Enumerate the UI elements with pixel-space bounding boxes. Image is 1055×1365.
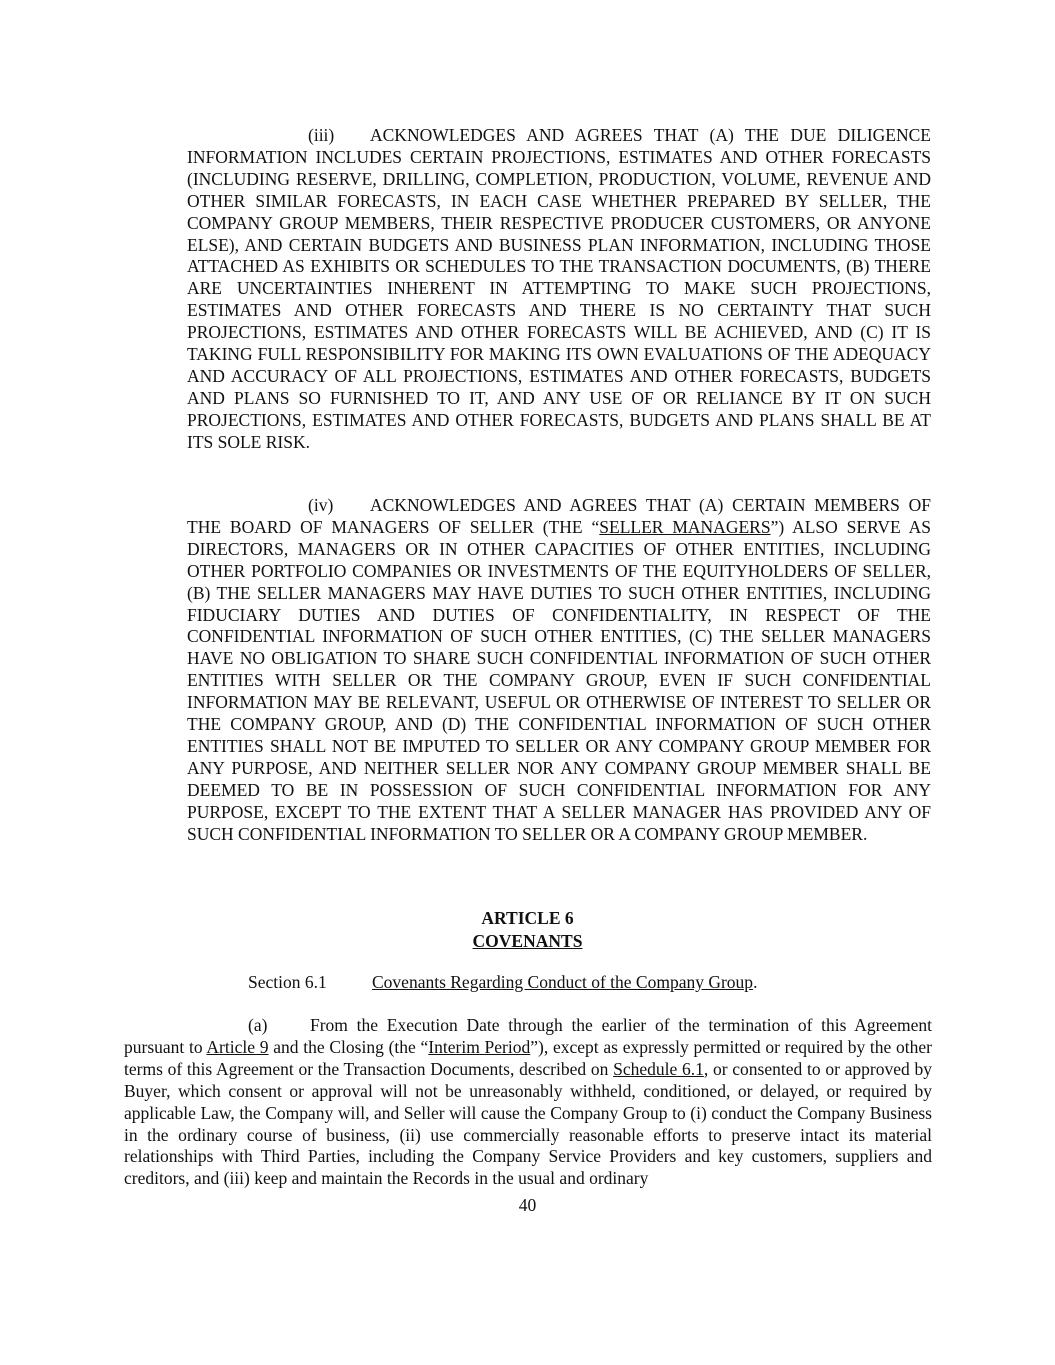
section-heading [248,972,757,994]
paragraph-iv-number: (iv) [308,495,334,515]
paragraph-iv-text-b: ”) ALSO SERVE AS DIRECTORS, MANAGERS OR IN OTHER CAPACITIES OF OTHER ENTITIES, INCLUDING OTHER PORTFOLIO COMPANIES OR INVESTMENTS OF THE EQUITYHOLDERS OF SELLER, (B) THE SELLER MANAGERS MAY HAVE DUTIES TO SUCH OTHER ENTITIES, INCLUDING FIDUCIARY DUTIES AND DUTIES OF CONFIDENTIALITY, IN RESPECT OF THE CONFIDENTIAL INFORMATION OF SUCH OTHER ENTITIES, (C) THE SELLER MANAGERS HAVE NO OBLIGATION TO SHARE SUCH CONFIDENTIAL INFORMATION OF SUCH OTHER ENTITIES WITH SELLER OR THE COMPANY GROUP, EVEN IF SUCH CONFIDENTIAL INFORMATION MAY BE RELEVANT, USEFUL OR OTHERWISE OF INTEREST TO SELLER OR THE COMPANY GROUP, AND (D) THE CONFIDENTIAL INFORMATION OF SUCH OTHER ENTITIES SHALL NOT BE IMPUTED TO SELLER OR ANY COMPANY GROUP MEMBER FOR ANY PURPOSE, AND NEITHER SELLER NOR ANY COMPANY GROUP MEMBER SHALL BE DEEMED TO BE IN POSSESSION OF SUCH CONFIDENTIAL INFORMATION FOR ANY PURPOSE, EXCEPT TO THE EXTENT THAT A SELLER MANAGER HAS PROVIDED ANY OF SUCH CONFIDENTIAL INFORMATION TO SELLER OR A COMPANY GROUP MEMBER. [187,516,932,844]
page-number: 40 [518,1195,537,1215]
defined-term-seller-managers: SELLER MANAGERS [599,516,771,537]
paragraph-a-text-2: and the Closing (the “ [268,1036,429,1057]
section-period: . [753,972,758,992]
article-9-reference: Article 9 [206,1036,269,1057]
paragraph-iii-text: ACKNOWLEDGES AND AGREES THAT (A) THE DUE DILIGENCE INFORMATION INCLUDES CERTAIN PROJECTIONS, ESTIMATES AND OTHER FORECASTS (INCLUDING RESERVE, DRILLING, COMPLETION, PRODUCTION, VOLUME, REVENUE AND OTHER SIMILAR FORECASTS, IN EACH CASE WHETHER PREPARED BY SELLER, THE COMPANY GROUP MEMBERS, THEIR RESPECTIVE PRODUCER CUSTOMERS, OR ANYONE ELSE), AND CERTAIN BUDGETS AND BUSINESS PLAN INFORMATION, INCLUDING THOSE ATTACHED AS EXHIBITS OR SCHEDULES TO THE TRANSACTION DOCUMENTS, (B) THERE ARE UNCERTAINTIES INHERENT IN ATTEMPTING TO MAKE SUCH PROJECTIONS, ESTIMATES AND OTHER FORECASTS AND THERE IS NO CERTAINTY THAT SUCH PROJECTIONS, ESTIMATES AND OTHER FORECASTS WILL BE ACHIEVED, AND (C) IT IS TAKING FULL RESPONSIBILITY FOR MAKING ITS OWN EVALUATIONS OF THE ADEQUACY AND ACCURACY OF ALL PROJECTIONS, ESTIMATES AND OTHER FORECASTS, BUDGETS AND PLANS SO FURNISHED TO IT, AND ANY USE OF OR RELIANCE BY IT ON SUCH PROJECTIONS, ESTIMATES AND OTHER FORECASTS, BUDGETS AND PLANS SHALL BE AT ITS SOLE RISK. [187,125,931,452]
paragraph-a-text-3: ”), except as expressly permitted or required by the other terms of this Agreement or the Transaction Documents, described on [124,1036,933,1079]
paragraph-a-text-4: , or consented to or approved by Buyer, which consent or approval will not be unreasonably withheld, conditioned, or delayed, or required by applicable Law, the Company will, and Seller will cause the Company Group to (i) conduct the Company Business in the ordinary course of business, (ii) use commercially reasonable efforts to preserve intact its material relationships with Third Parties, including the Company Service Providers and key customers, suppliers and creditors, and (iii) keep and maintain the Records in the usual and ordinary [124,1058,932,1189]
section-title: Covenants Regarding Conduct of the Company Group [372,972,754,992]
article-number: ARTICLE 6 [481,908,574,928]
paragraph-iii [187,125,931,454]
paragraph-a-text-1: From the Execution Date through the earlier of the termination of this Agreement pursuant to [124,1015,932,1057]
paragraph-iii-number: (iii) [308,125,335,145]
schedule-6-1-reference: Schedule 6.1 [613,1058,704,1079]
section-number: Section 6.1 [248,972,327,992]
paragraph-iv-text-a: ACKNOWLEDGES AND AGREES THAT (A) CERTAIN MEMBERS OF THE BOARD OF MANAGERS OF SELLER (THE “ [187,495,931,537]
article-title: COVENANTS [472,931,583,951]
paragraph-a [124,1015,932,1190]
paragraph-a-number: (a) [248,1015,268,1035]
paragraph-iv [187,495,931,846]
defined-term-interim-period: Interim Period [428,1036,531,1057]
